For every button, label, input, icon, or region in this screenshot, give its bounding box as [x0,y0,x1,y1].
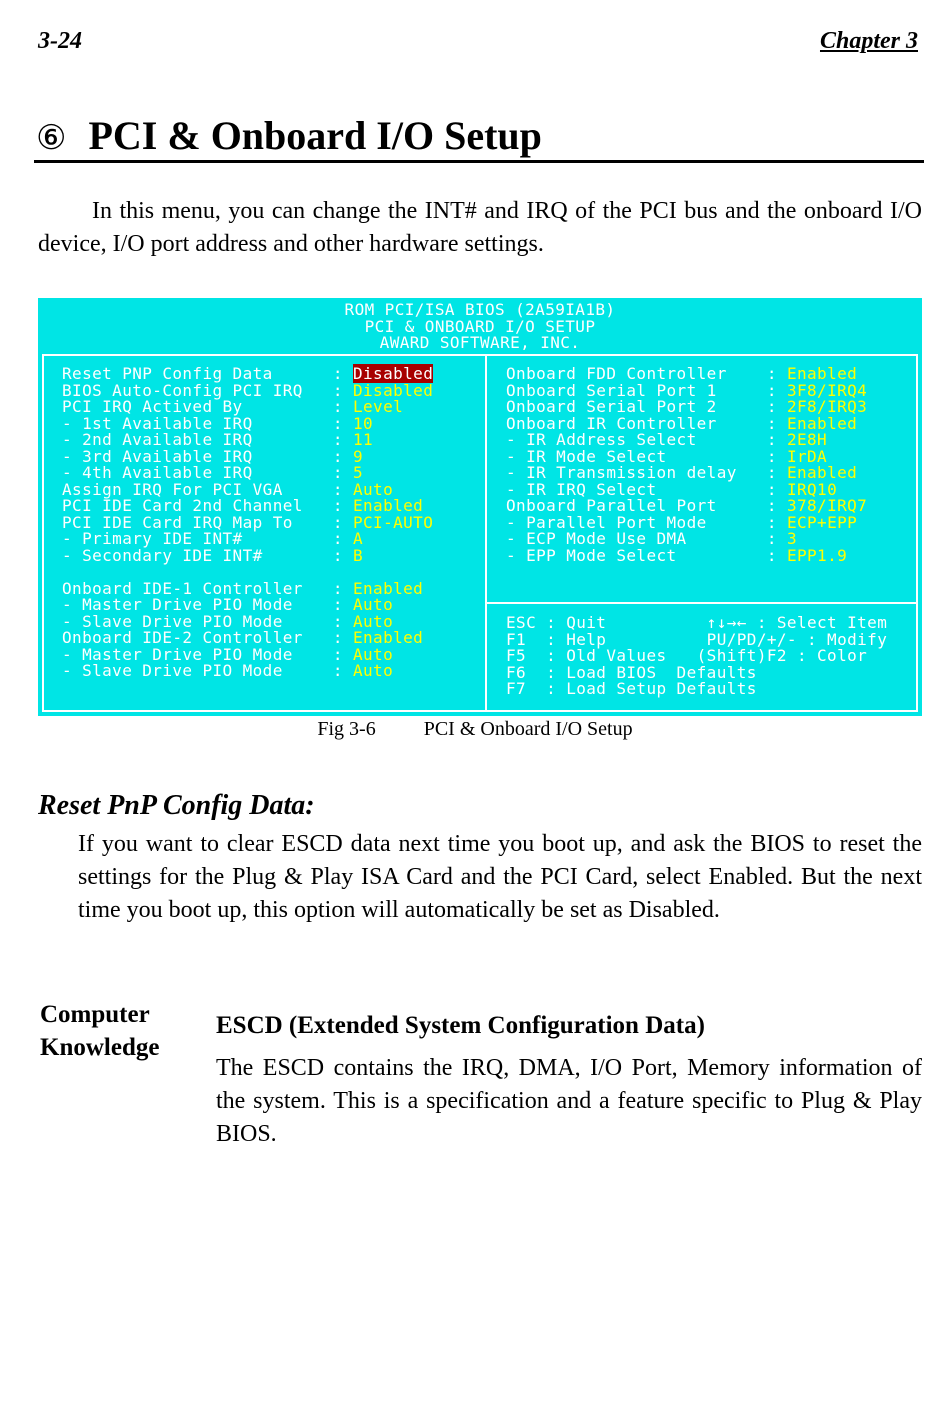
knowledge-label-line1: Computer [40,1001,150,1028]
bios-setting-value[interactable]: ECP+EPP [786,512,858,532]
bios-setting-label: - Primary IDE INT# [62,529,333,548]
figure-caption [0,718,950,741]
bios-setting-label: Onboard IDE-1 Controller [62,578,333,598]
bios-setting-colon: : [766,397,787,416]
bios-setting-label: - Parallel Port Mode [506,512,767,532]
knowledge-title: ESCD (Extended System Configuration Data) [216,1012,705,1039]
bios-header-line: AWARD SOFTWARE, INC. [379,333,581,352]
bios-header-line: PCI & ONBOARD I/O SETUP [364,316,596,336]
bios-setting-label: - 2nd Available IRQ [62,430,333,449]
title-rule [34,160,924,163]
bios-setting-colon: : [332,644,353,664]
bios-help-line: F6 : Load BIOS Defaults [506,662,757,682]
bios-setting-value[interactable]: 10 [352,413,374,433]
bios-setting-label: PCI IDE Card 2nd Channel [62,496,333,515]
bios-help-line: F7 : Load Setup Defaults [506,679,757,698]
bios-setting-colon: : [332,446,353,466]
bios-setting-label: - Master Drive PIO Mode [62,644,333,664]
bios-setting-label: Onboard Serial Port 1 [506,380,767,400]
bios-help-line: F1 : Help PU/PD/+/- : Modify [506,629,888,649]
bios-setting-colon: : [766,380,787,400]
bios-setting-colon: : [766,430,787,449]
bios-setting-value[interactable]: Auto [352,611,394,631]
bios-setting-colon: : [766,496,787,515]
bios-setting-label: Onboard Serial Port 2 [506,397,767,416]
bios-help-line: F5 : Old Values (Shift)F2 : Color [506,646,868,665]
bios-setting-colon: : [332,545,353,565]
bios-setting-value[interactable]: Auto [352,661,394,680]
bios-setting-colon: : [332,397,353,416]
bios-setting-label: - Secondary IDE INT# [62,545,333,565]
bios-setting-value[interactable]: Auto [352,595,394,614]
bios-setting-row[interactable] [62,663,433,680]
page-title [36,112,542,159]
bios-setting-value[interactable]: 3 [786,529,797,548]
bios-setting-value[interactable]: Enabled [352,496,424,515]
bios-header-line: ROM PCI/ISA BIOS (2A59IA1B) [344,300,616,319]
bios-setting-colon: : [766,545,787,565]
bios-setting-colon: : [332,430,353,449]
bios-setting-colon: : [766,512,787,532]
bios-help-divider [487,602,916,604]
bios-setting-label: - Master Drive PIO Mode [62,595,333,614]
bios-setting-colon: : [332,479,353,499]
figure-number: Fig 3-6 [317,718,376,740]
page-title-text: PCI & Onboard I/O Setup [88,113,542,158]
bios-setting-colon: : [332,512,353,532]
bios-right-settings [506,366,867,564]
bios-setting-label: - 1st Available IRQ [62,413,333,433]
bios-setting-label: Onboard Parallel Port [506,496,767,515]
intro-paragraph: In this menu, you can change the INT# and IRQ of the PCI bus and the onboard I/O device, I/O port address and other hardware settings. [38,198,922,257]
bios-setting-value[interactable]: 378/IRQ7 [786,496,868,515]
bios-setting-value[interactable]: 5 [352,463,364,482]
bios-setting-value[interactable]: 11 [352,430,374,449]
bios-setting-label: BIOS Auto-Config PCI IRQ [62,380,333,400]
bios-setting-label: Assign IRQ For PCI VGA [62,479,333,499]
bios-setting-value[interactable]: Enabled [786,463,858,482]
bios-setting-colon: : [332,364,353,383]
figure-caption-text: PCI & Onboard I/O Setup [423,718,633,740]
bios-setting-label: - ECP Mode Use DMA [506,529,767,548]
bios-setting-colon: : [332,628,353,647]
bios-setting-colon: : [332,529,353,548]
bios-setting-value[interactable]: 2F8/IRQ3 [786,397,868,416]
bios-setting-value[interactable]: B [352,545,364,565]
bios-setting-label: Onboard IDE-2 Controller [62,628,333,647]
bios-setting-colon: : [766,529,787,548]
bios-setting-row[interactable] [62,545,433,565]
bios-setting-colon: : [332,496,353,515]
bios-screenshot [38,298,922,716]
bios-setting-value[interactable]: 2E8H [786,430,828,449]
knowledge-body: The ESCD contains the IRQ, DMA, I/O Port, Memory information of the system. This is a specification and a feature specific to Plug & Play BIOS. [216,1055,922,1147]
bios-setting-colon: : [766,413,787,433]
bios-setting-value[interactable]: IRQ10 [786,479,838,499]
bios-setting-label: - EPP Mode Select [506,545,767,565]
bios-setting-colon: : [332,661,353,680]
bios-left-settings [62,366,433,680]
section-heading: Reset PnP Config Data: [38,790,315,821]
bios-frame [42,354,918,712]
bios-setting-value[interactable]: Level [352,397,404,416]
bios-setting-value[interactable]: 9 [352,446,364,466]
bios-setting-label: - IR Transmission delay [506,463,767,482]
bios-setting-label: - 4th Available IRQ [62,463,333,482]
bios-setting-colon: : [766,479,787,499]
bios-setting-colon: : [766,446,787,466]
bios-setting-label: PCI IDE Card IRQ Map To [62,512,333,532]
bios-setting-value[interactable]: PCI-AUTO [352,512,434,532]
bios-header [38,302,922,352]
bios-setting-label: PCI IRQ Actived By [62,397,333,416]
bios-setting-label: - Slave Drive PIO Mode [62,661,333,680]
bios-setting-label: - IR IRQ Select [506,479,767,499]
bios-help-line: ESC : Quit ↑↓→← : Select Item [506,613,888,632]
bios-setting-value[interactable]: Enabled [352,578,424,598]
chapter-label: Chapter 3 [819,28,918,54]
bios-setting-value[interactable]: Enabled [786,413,858,433]
bios-key-help [506,615,887,698]
bios-setting-colon: : [766,364,787,383]
knowledge-label-line2: Knowledge [40,1034,160,1061]
knowledge-label [40,998,159,1064]
bios-setting-value[interactable]: IrDA [786,446,828,466]
bios-setting-label: Reset PNP Config Data [62,364,333,383]
bios-setting-label: - IR Address Select [506,430,767,449]
bios-setting-value[interactable]: Auto [352,479,394,499]
bios-setting-colon: : [332,413,353,433]
bios-setting-value[interactable]: 3F8/IRQ4 [786,380,868,400]
bios-setting-colon: : [332,463,353,482]
bios-setting-value[interactable]: Enabled [786,364,858,383]
bios-setting-label: Onboard IR Controller [506,413,767,433]
bios-setting-colon: : [332,380,353,400]
bios-setting-colon: : [332,611,353,631]
bios-setting-label: - 3rd Available IRQ [62,446,333,466]
bios-setting-value[interactable]: Disabled [352,364,434,383]
bios-setting-label: Onboard FDD Controller [506,364,767,383]
bios-setting-label: - Slave Drive PIO Mode [62,611,333,631]
section-body: If you want to clear ESCD data next time you boot up, and ask the BIOS to reset the settings for the Plug & Play ISA Card and the PCI Card, select Enabled. But the next time you boot up, this option will automatically be set as Disabled. [78,831,922,923]
bios-setting-value[interactable]: Disabled [352,380,434,400]
section-marker: ⑥ [36,118,67,158]
bios-setting-value[interactable]: Enabled [352,628,424,647]
bios-setting-colon: : [766,463,787,482]
bios-setting-value[interactable]: EPP1.9 [786,545,848,565]
bios-setting-colon: : [332,578,353,598]
bios-setting-label: - IR Mode Select [506,446,767,466]
bios-setting-value[interactable]: A [352,529,364,548]
page-number: 3-24 [38,28,82,54]
bios-setting-row[interactable] [506,545,867,565]
bios-setting-colon: : [332,595,353,614]
bios-setting-value[interactable]: Auto [352,644,394,664]
